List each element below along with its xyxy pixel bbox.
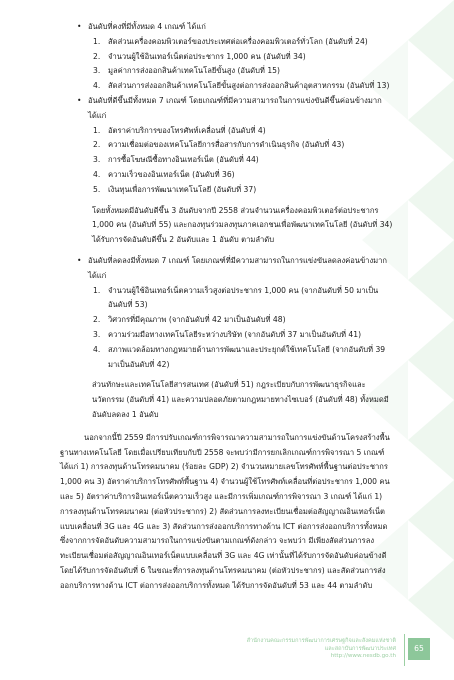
item-number: 2. bbox=[93, 51, 101, 61]
footer-divider bbox=[404, 634, 405, 666]
bullet-dot: • bbox=[77, 255, 82, 265]
section-improved-criteria bbox=[60, 94, 394, 124]
item-text: อัตราค่าบริการของโทรศัพท์เคลื่อนที่ (อันดับที่ 4) bbox=[108, 125, 266, 135]
list-item bbox=[60, 183, 394, 198]
section-declined-criteria bbox=[60, 254, 394, 284]
list-item bbox=[60, 35, 394, 50]
bullet-dot: • bbox=[77, 95, 82, 105]
item-text: ความเชื่อมต่อของเทคโนโลยีการสื่อสารกับการดำเนินธุรกิจ (อันดับที่ 43) bbox=[108, 140, 345, 150]
item-number: 1. bbox=[93, 285, 101, 295]
item-number: 2. bbox=[93, 140, 101, 150]
list-item bbox=[60, 328, 394, 343]
list-item bbox=[60, 313, 394, 328]
item-text: มูลค่าการส่งออกสินค้าเทคโนโลยีขั้นสูง (อันดับที่ 15) bbox=[108, 66, 280, 76]
item-number: 3. bbox=[93, 66, 101, 76]
item-number: 1. bbox=[93, 125, 101, 135]
footer-org-line: สำนักงานคณะกรรมการพัฒนาการเศรษฐกิจและสังคมแห่งชาติ bbox=[246, 638, 396, 644]
section-note: ส่วนทักษะและเทคโนโลยีสารสนเทศ (อันดับที่ 51) กฎระเบียบกับการพัฒนาธุรกิจและนวัตกรรม (อันดับที่ 41) และความปลอดภัยตามกฎหมายทางไซเบอร์ (อันดับที่ 48) ทั้งหมดมีอันดับลดลง 1 อันดับ bbox=[92, 380, 389, 419]
list-item bbox=[60, 153, 394, 168]
section-heading: อันดับที่ดีขึ้นมีทั้งหมด 7 เกณฑ์ โดยเกณฑ์ที่มีความสามารถในการแข่งขันดีขึ้นค่อนข้างมาก ได้แก่ bbox=[88, 95, 382, 120]
item-number: 3. bbox=[93, 329, 101, 339]
page-number-badge: 65 bbox=[408, 638, 430, 660]
section-note: โดยทั้งหมดมีอันดับดีขึ้น 3 อันดับจากปี 2558 ส่วนจำนวนเครื่องคอมพิวเตอร์ต่อประชากร 1,000 คน (อันดับที่ 55) และกองทุนร่วมลงทุนภาคเอกชนเพื่อพัฒนาเทคโนโลยี (อันดับที่ 34) ได้รับการจัดอันดับดีขึ้น 2 อันดับและ 1 อันดับ ตามลำดับ bbox=[92, 205, 393, 245]
list-item bbox=[60, 79, 394, 94]
item-text: การซื้อโฆษณีซื้อทางอินเทอร์เน็ต (อันดับที่ 44) bbox=[108, 155, 259, 165]
footer-org-line-2: และสถาบันการพัฒนาประเทศ bbox=[324, 645, 396, 652]
item-number: 1. bbox=[93, 36, 101, 46]
item-number: 4. bbox=[93, 81, 101, 91]
item-text: จำนวนผู้ใช้อินเทอร์เน็ตความเร็วสูงต่อประชากร 1,000 คน (จากอันดับที่ 50 มาเป็นอันดับที่ 53) bbox=[108, 285, 379, 310]
item-text: วิศวกรที่มีคุณภาพ (จากอันดับที่ 42 มาเป็นอันดับที่ 48) bbox=[108, 315, 286, 325]
item-text: สัดส่วนการส่งออกสินค้าเทคโนโลยีขั้นสูงต่อการส่งออกสินค้าอุตสาหกรรม (อันดับที่ 13) bbox=[108, 81, 390, 91]
list-item bbox=[60, 50, 394, 65]
bullet-dot: • bbox=[77, 22, 82, 31]
footer-url: http://www.nesdb.go.th bbox=[330, 653, 396, 660]
item-number: 4. bbox=[93, 344, 101, 354]
list-item bbox=[60, 343, 394, 373]
document-body bbox=[60, 20, 394, 593]
list-item bbox=[60, 64, 394, 79]
item-text: ความเร็วของอินเทอร์เน็ต (อันดับที่ 36) bbox=[108, 169, 235, 179]
item-number: 2. bbox=[93, 315, 101, 325]
page-footer bbox=[218, 638, 396, 661]
section-heading: อันดับที่คงที่มีทั้งหมด 4 เกณฑ์ ได้แก่ bbox=[88, 22, 206, 31]
item-text: ความร่วมมือทางเทคโนโลยีระหว่างบริษัท (จากอันดับที่ 37 มาเป็นอันดับที่ 41) bbox=[108, 329, 362, 339]
list-item bbox=[60, 124, 394, 139]
item-text: จำนวนผู้ใช้อินเทอร์เน็ตต่อประชากร 1,000 คน (อันดับที่ 34) bbox=[108, 51, 306, 61]
item-text: สภาพแวดล้อมทางกฎหมายด้านการพัฒนาและประยุกต์ใช้เทคโนโลยี (จากอันดับที่ 39 มาเป็นอันดับที่ 42) bbox=[108, 344, 386, 369]
section-stable-criteria bbox=[60, 20, 394, 35]
list-item bbox=[60, 284, 394, 314]
list-item bbox=[60, 168, 394, 183]
item-number: 5. bbox=[93, 184, 101, 194]
item-text: เงินทุนเพื่อการพัฒนาเทคโนโลยี (อันดับที่ 37) bbox=[108, 184, 257, 194]
item-number: 4. bbox=[93, 169, 101, 179]
section-heading: อันดับที่ลดลงมีทั้งหมด 7 เกณฑ์ โดยเกณฑ์ที่มีความสามารถในการแข่งขันลดลงค่อนข้างมาก ได้แก่ bbox=[88, 255, 388, 280]
list-item bbox=[60, 138, 394, 153]
item-text: สัดส่วนเครื่องคอมพิวเตอร์ของประเทศต่อเครื่องคอมพิวเตอร์ทั่วโลก (อันดับที่ 24) bbox=[108, 36, 368, 46]
closing-paragraph: นอกจากนี้ปี 2559 มีการปรับเกณฑ์การพิจารณาความสามารถในการแข่งขันด้านโครงสร้างพื้นฐานทางเทคโนโลยี โดยเมื่อเปรียบเทียบกับปี 2558 จะพบว่ามีการยกเลิกเกณฑ์การพิจารณา 5 เกณฑ์ ได้แก่ 1) การลงทุนด้านโทรคมนาคม (ร้อยละ GDP) 2) จำนวนหมายเลขโทรศัพท์พื้นฐานต่อประชากร 1,000 คน 3) อัตราค่าบริการโทรศัพท์พื้นฐาน 4) จำนวนผู้ใช้โทรศัพท์เคลื่อนที่ต่อประชากร 1,000 คน และ 5) อัตราค่าบริการอินเทอร์เน็ตความเร็วสูง และมีการเพิ่มเกณฑ์การพิจารณา 3 เกณฑ์ ได้แก่ 1) การลงทุนด้านโทรคมนาคม (ต่อหัวประชากร) 2) สัดส่วนการลงทะเบียนเชื่อมต่อสัญญาณอินเทอร์เน็ตแบบเคลื่อนที่ 3G และ 4G และ 3) สัดส่วนการส่งออกบริการทางด้าน ICT ต่อการส่งออกบริการทั้งหมด ซึ่งจากการจัดอันดับความสามารถในการแข่งขันตามเกณฑ์ดังกล่าว จะพบว่า มีเพียงสัดส่วนการลงทะเบียนเชื่อมต่อสัญญาณอินเทอร์เน็ตแบบเคลื่อนที่ 3G และ 4G เท่านั้นที่ได้รับการจัดอันดับค่อนข้างดี โดยได้รับการจัดอันดับที่ 6 ในขณะที่การลงทุนด้านโทรคมนาคม (ต่อหัวประชากร) และสัดส่วนการส่งออกบริการทางด้าน ICT ต่อการส่งออกบริการทั้งหมด ได้รับการจัดอันดับที่ 53 และ 44 ตามลำดับ bbox=[60, 432, 390, 590]
item-number: 3. bbox=[93, 155, 101, 165]
